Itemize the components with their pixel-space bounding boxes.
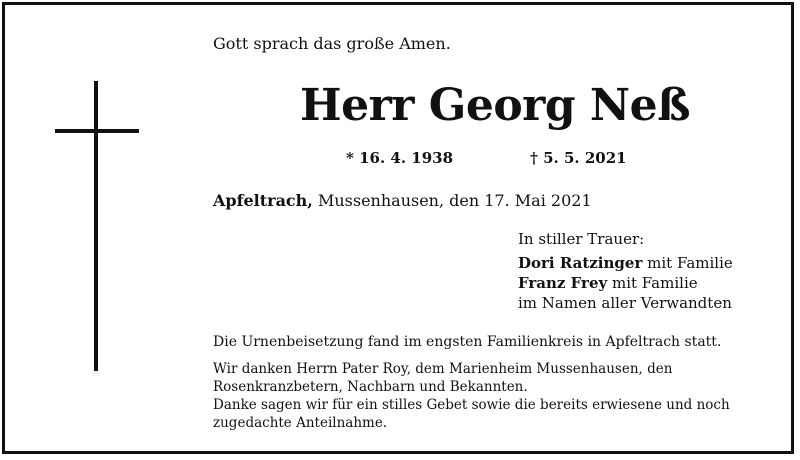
thanks-line: Danke sagen wir für ein stilles Gebet sowie die bereits erwiesene und noch <box>213 397 730 413</box>
place-town: Apfeltrach, <box>213 191 313 210</box>
place-rest: Mussenhausen, den 17. Mai 2021 <box>312 191 592 210</box>
place-date-line <box>213 193 592 209</box>
mourner-line <box>518 276 698 291</box>
mourner-name: Dori Ratzinger <box>518 254 643 272</box>
cross-icon <box>94 81 98 371</box>
motto-text: Gott sprach das große Amen. <box>213 34 451 53</box>
deceased-name: Herr Georg Neß <box>300 80 691 131</box>
thanks-line: zugedachte Anteilnahme. <box>213 415 388 431</box>
mourner-line <box>518 256 733 271</box>
thanks-line: Wir danken Herrn Pater Roy, dem Marienheim Mussenhausen, den <box>213 361 673 377</box>
urn-notice: Die Urnenbeisetzung fand im engsten Familienkreis in Apfeltrach statt. <box>213 334 722 350</box>
mourner-suffix: mit Familie <box>607 274 698 292</box>
birth-date: * 16. 4. 1938 <box>346 149 454 167</box>
mourner-suffix: mit Familie <box>642 254 733 272</box>
cross-icon-bar <box>55 129 139 133</box>
death-date: † 5. 5. 2021 <box>530 149 627 167</box>
mourner-name: Franz Frey <box>518 274 608 292</box>
mourners-closing: im Namen aller Verwandten <box>518 294 732 312</box>
thanks-line: Rosenkranzbetern, Nachbarn und Bekannten. <box>213 379 528 395</box>
mourners-intro: In stiller Trauer: <box>518 230 645 248</box>
